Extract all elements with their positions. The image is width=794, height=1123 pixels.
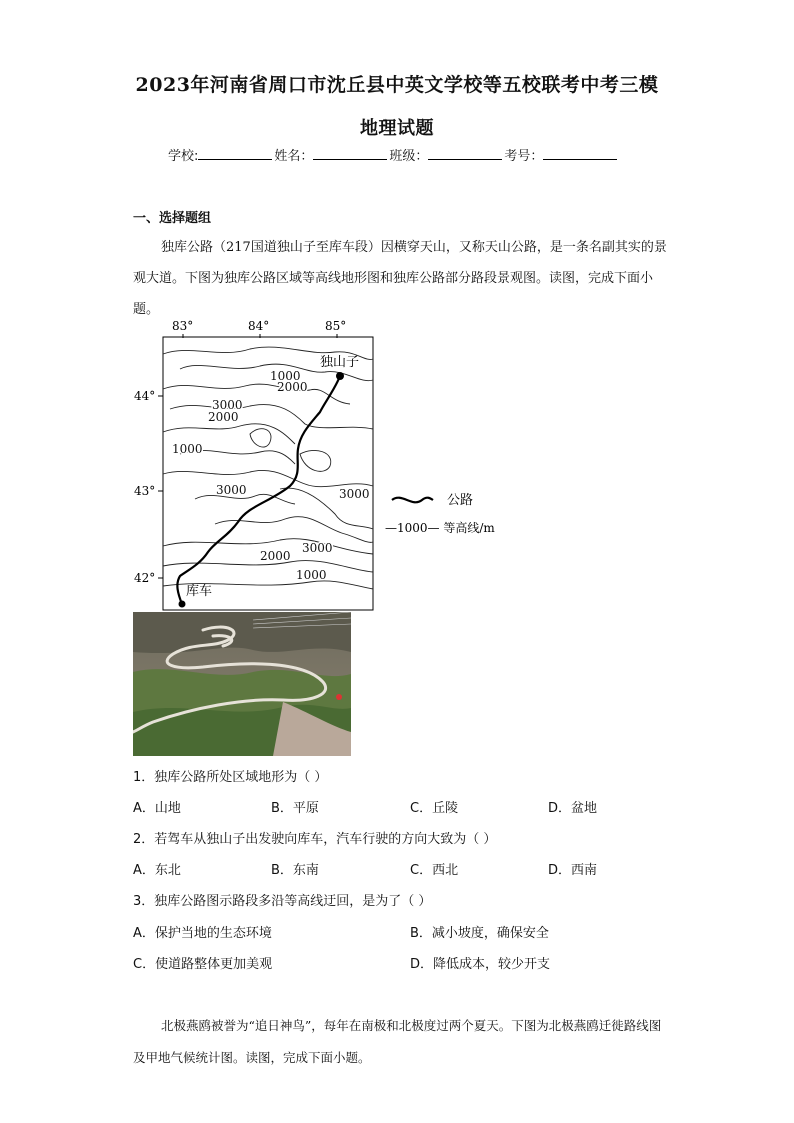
question-3: 3．独库公路图示路段多沿等高线迂回，是为了（ ） [133,894,432,909]
q3-option-d[interactable]: D．降低成本，较少开支 [410,957,551,972]
contour-label: 3000 [216,483,247,497]
q2-option-c[interactable]: C．西北 [410,863,459,878]
contour-label: 1000 [172,442,203,456]
q1-option-d[interactable]: D．盆地 [548,801,598,816]
section1-intro [133,232,668,325]
lon-label-84: 84° [248,319,270,333]
exam-title-line2: 地理试题 [360,118,434,139]
lat-label-44: 44° [134,389,156,403]
intro-paragraph-2: 北极燕鸥被誉为“追日神鸟”，每年在南极和北极度过两个夏天。下图为北极燕鸥迁徙路线图及甲地气候统计图。读图，完成下面小题。 [133,1018,662,1065]
contour-label: 1000 [270,369,301,383]
q2-option-a[interactable]: A．东北 [133,863,181,878]
intro-paragraph: 独库公路（217国道独山子至库车段）因横穿天山，又称天山公路，是一条名副其实的景观大道。下图为独库公路区域等高线地形图和独库公路部分路段景观图。读图，完成下面小题。 [133,240,667,317]
lat-label-43: 43° [134,484,156,498]
number-blank [543,147,617,160]
exam-title-line1: 2023年河南省周口市沈丘县中英文学校等五校联考中考三模 [135,74,659,96]
legend-contour-label: —1000— 等高线/m [385,521,495,535]
name-label: 姓名： [274,149,314,164]
question-1: 1．独库公路所处区域地形为（ ） [133,770,328,785]
road-landscape-photo [133,612,351,756]
place-kuche: 库车 [186,584,213,599]
school-blank [198,147,272,160]
q1-option-a[interactable]: A．山地 [133,801,181,816]
class-blank [428,147,502,160]
contour-label: 2000 [208,410,239,424]
q3-option-c[interactable]: C．使道路整体更加美观 [133,957,273,972]
contour-label: 3000 [302,541,333,555]
q3-option-a[interactable]: A．保护当地的生态环境 [133,926,272,941]
lon-label-85: 85° [325,319,347,333]
class-label: 班级： [389,149,429,164]
q2-option-d[interactable]: D．西南 [548,863,598,878]
q3-option-b[interactable]: B．减小坡度，确保安全 [410,926,549,941]
q1-option-b[interactable]: B．平原 [271,801,319,816]
dushanzi-point [336,372,344,380]
q1-option-c[interactable]: C．丘陵 [410,801,459,816]
school-label: 学校: [168,149,199,164]
section-heading: 一、选择题组 [133,211,212,226]
contour-label: 3000 [339,487,370,501]
legend-road-label: 公路 [447,493,474,508]
contour-label: 3000 [212,398,243,412]
contour-label: 2000 [260,549,291,563]
kuche-point [179,601,186,608]
contour-map [120,314,520,614]
name-blank [313,147,387,160]
lon-label-83: 83° [172,319,194,333]
question-2: 2．若驾车从独山子出发驶向库车，汽车行驶的方向大致为（ ） [133,832,497,847]
number-label: 考号： [504,149,544,164]
q2-option-b[interactable]: B．东南 [271,863,319,878]
lat-label-42: 42° [134,571,156,585]
contour-label: 2000 [277,380,308,394]
section2-intro [133,1010,668,1074]
legend-road-symbol [392,498,433,503]
student-info-row [168,145,619,164]
place-dushanzi: 独山子 [320,355,360,370]
contour-label: 1000 [296,568,327,582]
